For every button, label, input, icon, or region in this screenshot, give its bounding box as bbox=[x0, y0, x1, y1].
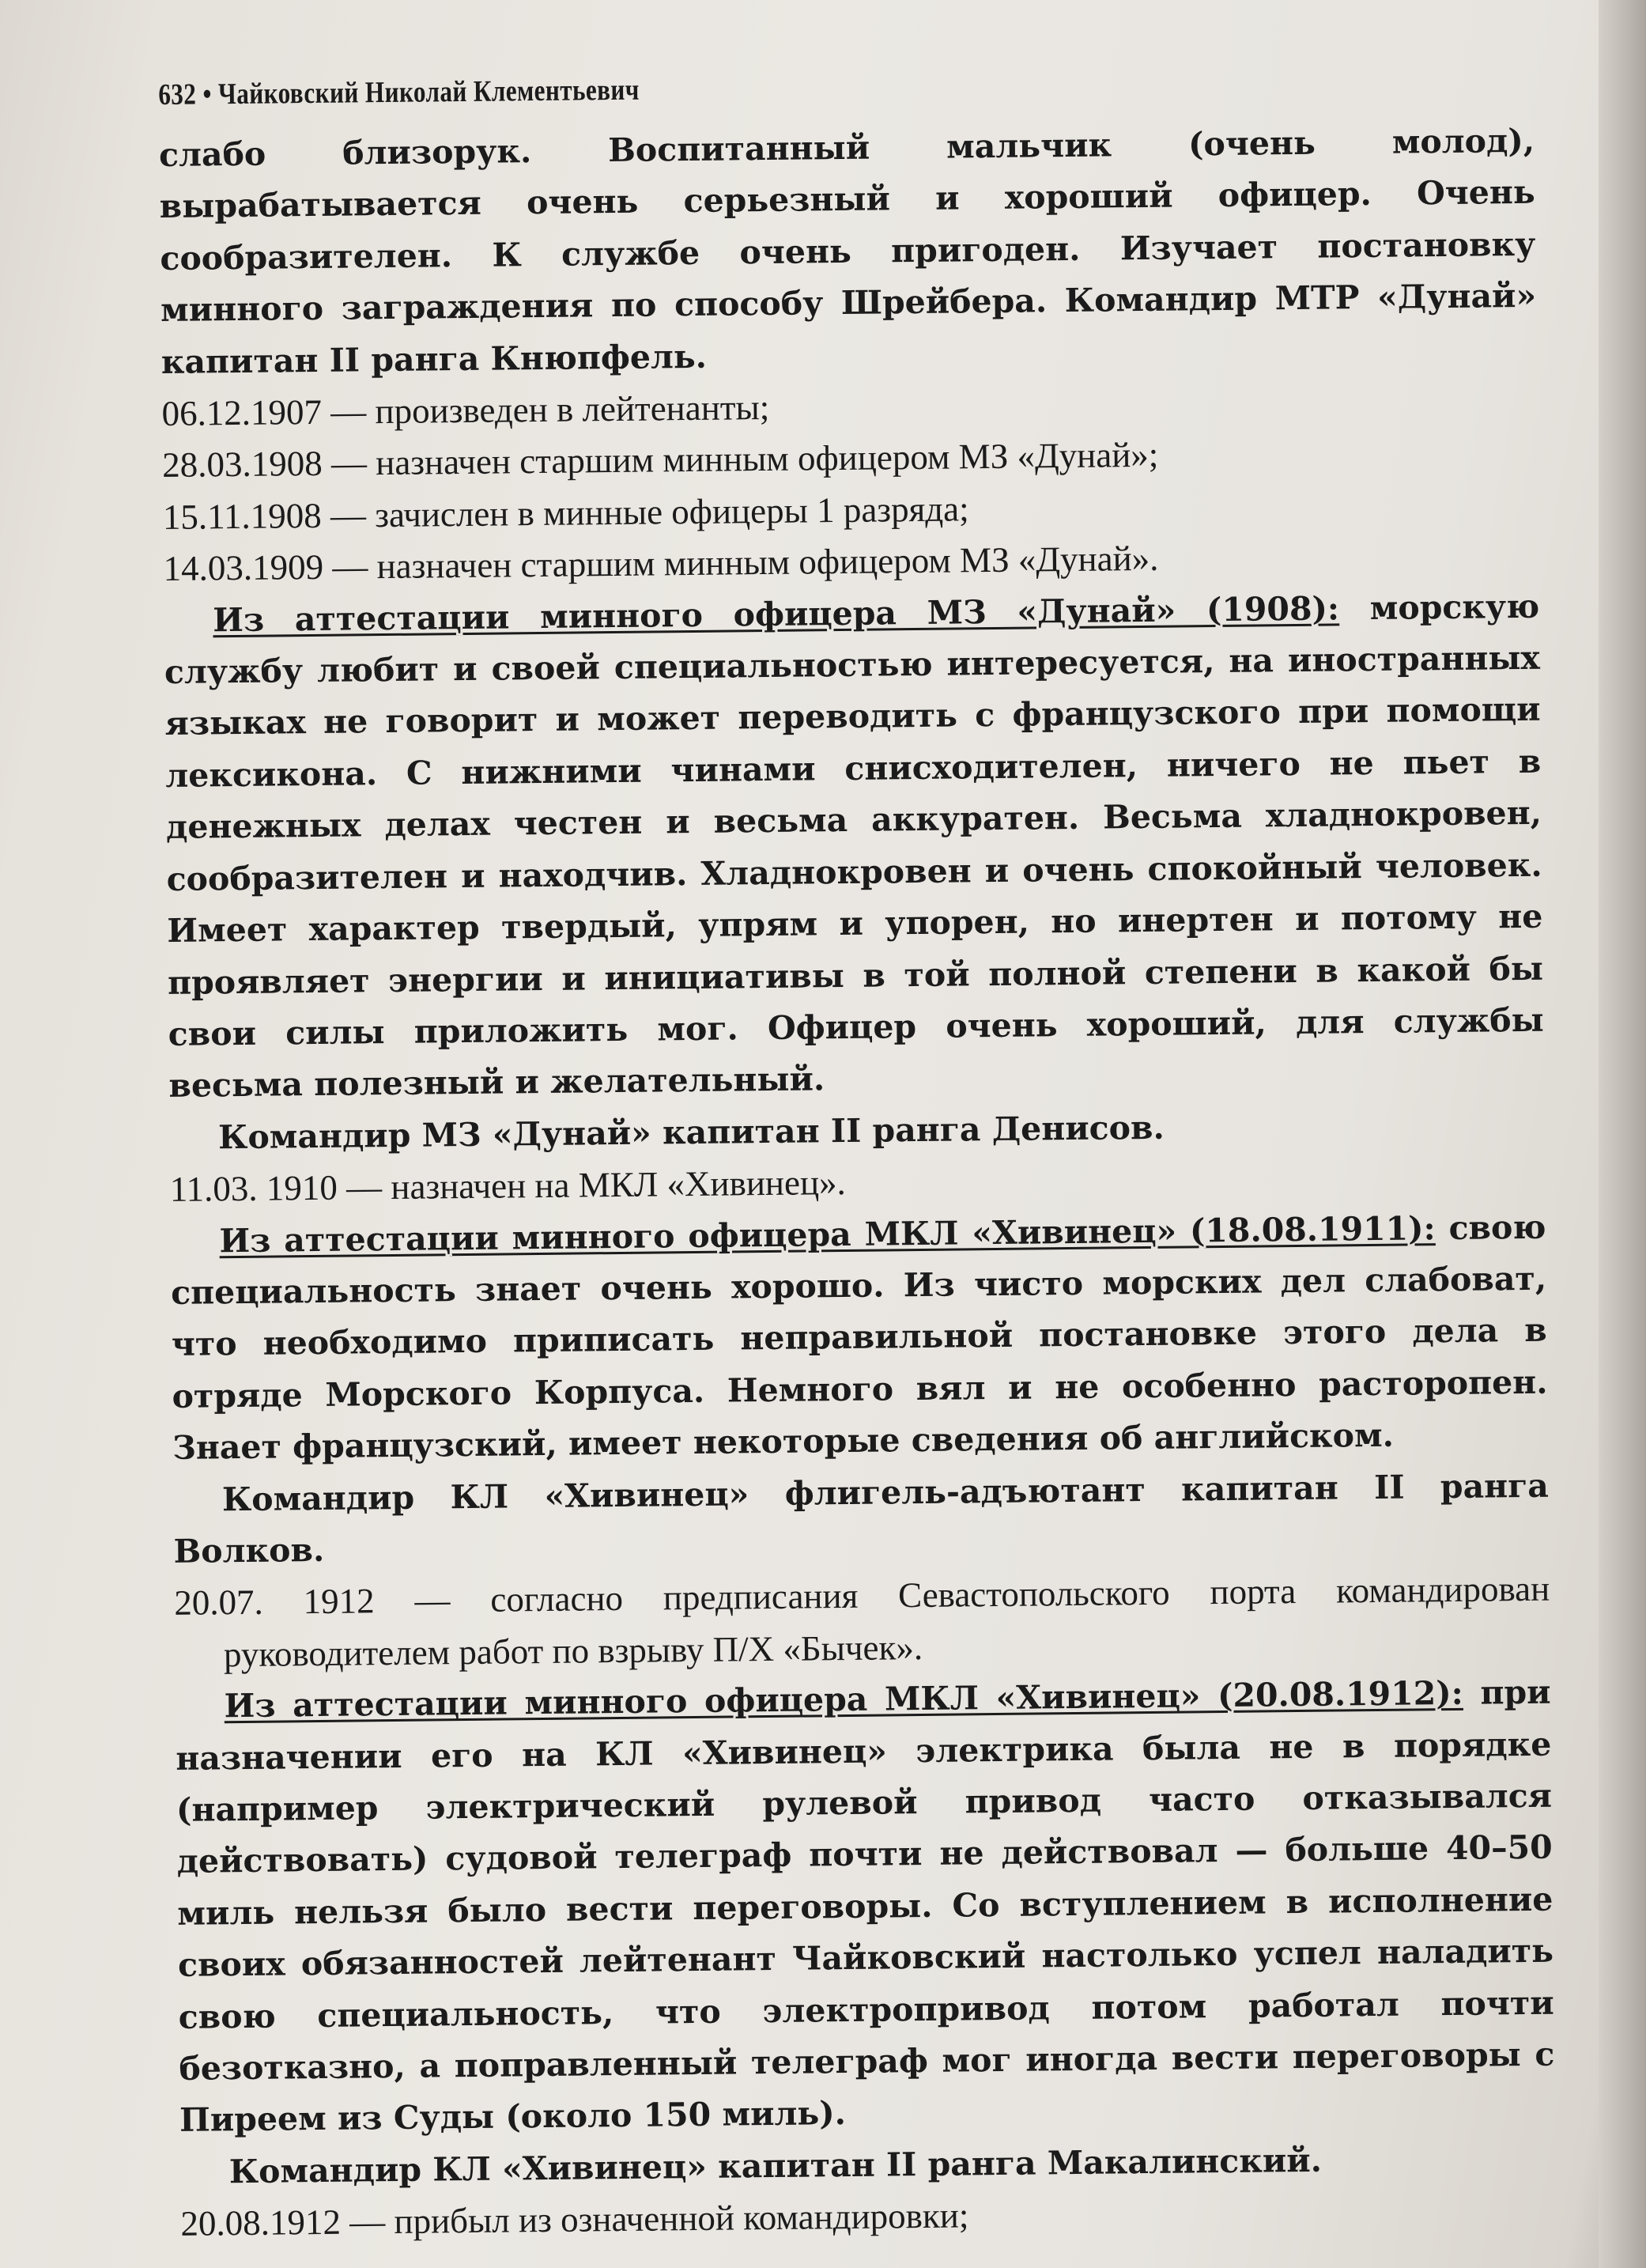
attestation-text: свою специальность знает очень хорошо. Из чисто морских дел слабоват, что необходимо приписать неправильной постановке этого дела в отряде Морского Корпуса. Немного вял и не особенно расторопен. Знает французский, имеет некоторые сведения об английском. bbox=[170, 1208, 1548, 1468]
service-record-entry: 28.03.1908 — назначен старшим минным офицером МЗ «Дунай»; bbox=[161, 435, 1159, 486]
commander-signature: Командир МЗ «Дунай» капитан II ранга Денисов. bbox=[217, 1108, 1165, 1156]
attestation-paragraph bbox=[170, 1201, 1548, 1474]
attestation-heading: Из аттестации минного офицера МКЛ «Хивинец» (20.08.1912): bbox=[224, 1674, 1464, 1726]
service-record-entry: 20.08.1912 — прибыл из означенной командировки; bbox=[180, 2195, 969, 2244]
attestation-text: при назначении его на КЛ «Хивинец» электрика была не в порядке (например электрический рулевой привод часто отказывался действовать) судовой телеграф почти не действовал — больше 40–50 миль нельзя было вести переговоры. Со вступлением в исполнение своих обязанностей лейтенант Чайковский настолько успел наладить свою специальность, что электропривод потом работал почти безотказно, а поправленный телеграф мог иногда вести переговоры с Пиреем из Суды (около 150 миль). bbox=[176, 1673, 1555, 2140]
service-record-entry: 15.11.1908 — зачислен в минные офицеры 1 разряда; bbox=[162, 489, 969, 537]
service-record-entry: 11.03. 1910 — назначен на МКЛ «Хивинец». bbox=[169, 1162, 847, 1210]
attestation-text: морскую службу любит и своей специальностью интересуется, на иностранных языках не говорит и может переводить с французского при помощи лексикона. С нижними чинами снисходителен, ничего не пьет в денежных делах честен и весьма аккуратен. Весьма хладнокровен, сообразителен и находчив. Хладнокровен и очень спокойный человек. Имеет характер твердый, упрям и упорен, но инертен и потому не проявляет энергии и инициативы в той полной степени в какой бы свои силы приложить мог. Офицер очень хороший, для службы весьма полезный и желательный. bbox=[164, 587, 1544, 1106]
service-record-entry: 06.12.1907 — произведен в лейтенанты; bbox=[161, 387, 770, 434]
commander-signature: Командир КЛ «Хивинец» капитан II ранга Макалинский. bbox=[228, 2141, 1323, 2191]
book-page bbox=[158, 57, 1557, 2251]
page-edge bbox=[1599, 0, 1646, 2268]
attestation-paragraph bbox=[175, 1667, 1555, 2147]
commander-signature: Командир КЛ «Хивинец» флигель-адъютант капитан II ранга Волков. bbox=[173, 1466, 1550, 1571]
paragraph-continuation: слабо близорук. Воспитанный мальчик (очень молод), вырабатывается очень серьезный и хороший офицер. Очень сообразителен. К службе очень пригоден. Изучает постановку минного заграждения по способу Шрейбера. Командир МТР «Дунай» капитан II ранга Кнюпфель. bbox=[158, 121, 1537, 381]
attestation-heading: Из аттестации минного офицера МКЛ «Хивинец» (18.08.1911): bbox=[219, 1208, 1436, 1260]
attestation-paragraph bbox=[164, 580, 1545, 1112]
service-record-entry: 20.07. 1912 — согласно предписания Севастопольского порта командирован руководителем работ по взрыву П/Х «Бычек». bbox=[174, 1569, 1550, 1675]
attestation-heading: Из аттестации минного офицера МЗ «Дунай» (1908): bbox=[213, 589, 1340, 639]
service-record-entry: 14.03.1909 — назначен старшим минным офицером МЗ «Дунай». bbox=[163, 539, 1159, 589]
running-head: 632 • Чайковский Николай Клементьевич bbox=[158, 73, 640, 112]
